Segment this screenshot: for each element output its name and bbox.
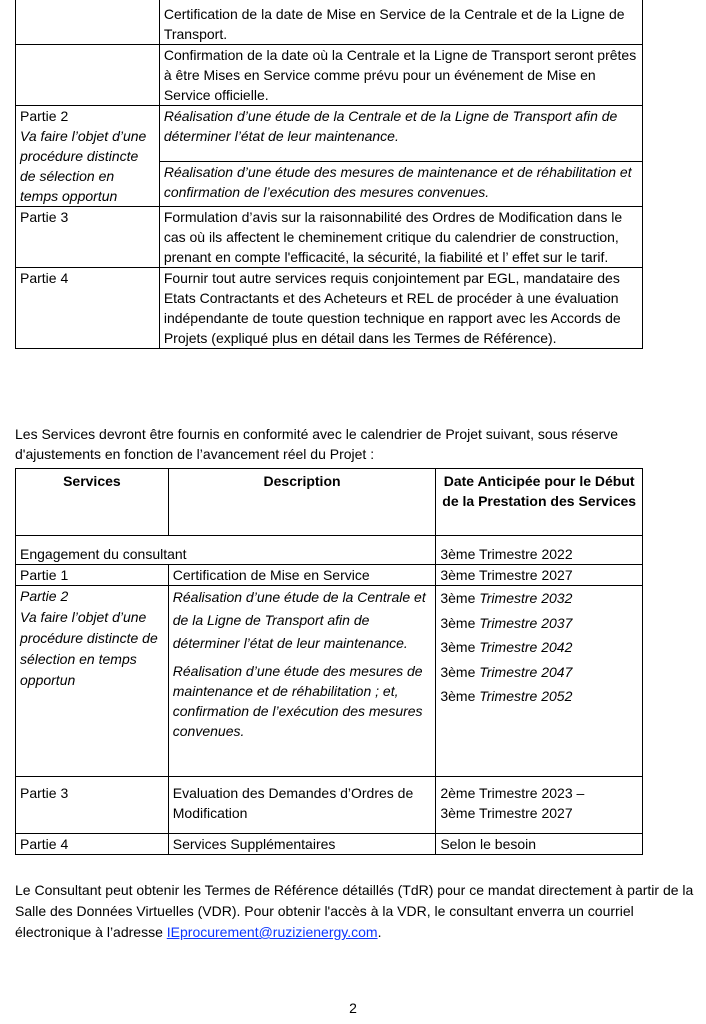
date-item: 3ème Trimestre 2047 (440, 663, 573, 680)
intro-paragraph: Les Services devront être fournis en conformité avec le calendrier de Projet suivant, sous réserve d'ajustements en fonction de l’avancement réel du Projet : (15, 426, 619, 462)
part-cell: Partie 3 (16, 777, 169, 834)
table-row (16, 45, 643, 106)
top-services-table (15, 0, 643, 349)
engagement-cell: Engagement du consultant (16, 536, 436, 565)
schedule-table (15, 468, 643, 855)
part-note: Va faire l’objet d’une procédure distincte de sélection en temps opportun (20, 128, 147, 204)
date-item: 3ème Trimestre 2052 (440, 688, 573, 704)
table-row (16, 106, 643, 162)
desc-cell: Réalisation d’une étude de la Centrale et de la Ligne de Transport afin de déterminer l’état de leur maintenance. (159, 106, 642, 162)
header-description: Description (168, 469, 436, 536)
part-cell: Partie 3 (16, 207, 160, 268)
date-cell (436, 586, 643, 777)
desc-study-measures: Réalisation d’une étude des mesures de maintenance et de réhabilitation ; et, confirmation de l’exécution des mesures convenues. (172, 663, 423, 739)
table-header-row (16, 469, 643, 536)
table-row (16, 565, 643, 586)
table-row (16, 536, 643, 565)
part-note: Va faire l’objet d’une procédure distincte de sélection en temps opportun (20, 609, 158, 688)
desc-cell: Evaluation des Demandes d’Ordres de Modification (168, 777, 436, 834)
part-label: Partie 2 (20, 588, 69, 604)
table-row (16, 586, 643, 777)
date-item: 3ème Trimestre 2032 (440, 590, 573, 606)
table-row (16, 207, 643, 268)
part-cell (16, 45, 160, 106)
desc-cell: Fournir tout autre services requis conjointement par EGL, mandataire des Etats Contractants et des Acheteurs et REL de procéder à une évaluation indépendante de toute question technique en rapport avec les Accords de Projets (expliqué plus en détail dans les Termes de Référence). (159, 268, 642, 349)
part-cell (16, 586, 169, 777)
desc-cell: Certification de Mise en Service (168, 565, 436, 586)
table-row (16, 834, 643, 855)
email-link[interactable]: IEprocurement@ruzizienergy.com (166, 924, 378, 940)
part-cell: Partie 1 (16, 565, 169, 586)
part-cell (16, 0, 160, 45)
part-cell: Partie 4 (16, 834, 169, 855)
desc-cell: Services Supplémentaires (168, 834, 436, 855)
desc-study-state: Réalisation d’une étude de la Centrale et de la Ligne de Transport afin de déterminer l’état de leur maintenance. (172, 589, 426, 651)
closing-paragraph: Le Consultant peut obtenir les Termes de Référence détaillés (TdR) pour ce mandat directement à partir de la Salle des Données Virtuelles (VDR). Pour obtenir l'accès à la VDR, le consultant enverra un courriel électronique à l’adresse IEprocurement@ruzizienergy.com. (15, 882, 694, 940)
desc-cell: Réalisation d’une étude des mesures de maintenance et de réhabilitation et confirmation de l’exécution des mesures convenues. (159, 162, 642, 207)
table-row (16, 268, 643, 349)
date-item: 3ème Trimestre 2037 (440, 614, 573, 631)
date-cell: 3ème Trimestre 2027 (436, 565, 643, 586)
header-date: Date Anticipée pour le Début de la Prestation des Services (436, 469, 643, 536)
page-number: 2 (349, 1000, 357, 1016)
date-cell: 3ème Trimestre 2022 (436, 536, 643, 565)
date-cell: 2ème Trimestre 2023 – 3ème Trimestre 2027 (436, 777, 643, 834)
table-row (16, 0, 643, 45)
part-cell (16, 106, 160, 207)
part-cell: Partie 4 (16, 268, 160, 349)
desc-cell (168, 586, 436, 777)
table-row (16, 777, 643, 834)
desc-cell: Formulation d’avis sur la raisonnabilité des Ordres de Modification dans le cas où ils affectent le cheminement critique du calendrier de construction, prenant en compte l'efficacité, la sécurité, la fiabilité et l’ effet sur le tarif. (159, 207, 642, 268)
desc-cell: Certification de la date de Mise en Service de la Centrale et de la Ligne de Transport. (159, 0, 642, 45)
desc-cell: Confirmation de la date où la Centrale et la Ligne de Transport seront prêtes à être Mises en Service comme prévu pour un événement de Mise en Service officielle. (159, 45, 642, 106)
header-services: Services (16, 469, 169, 536)
date-cell: Selon le besoin (436, 834, 643, 855)
part-label: Partie 2 (20, 108, 69, 124)
date-item: 3ème Trimestre 2042 (440, 639, 573, 655)
